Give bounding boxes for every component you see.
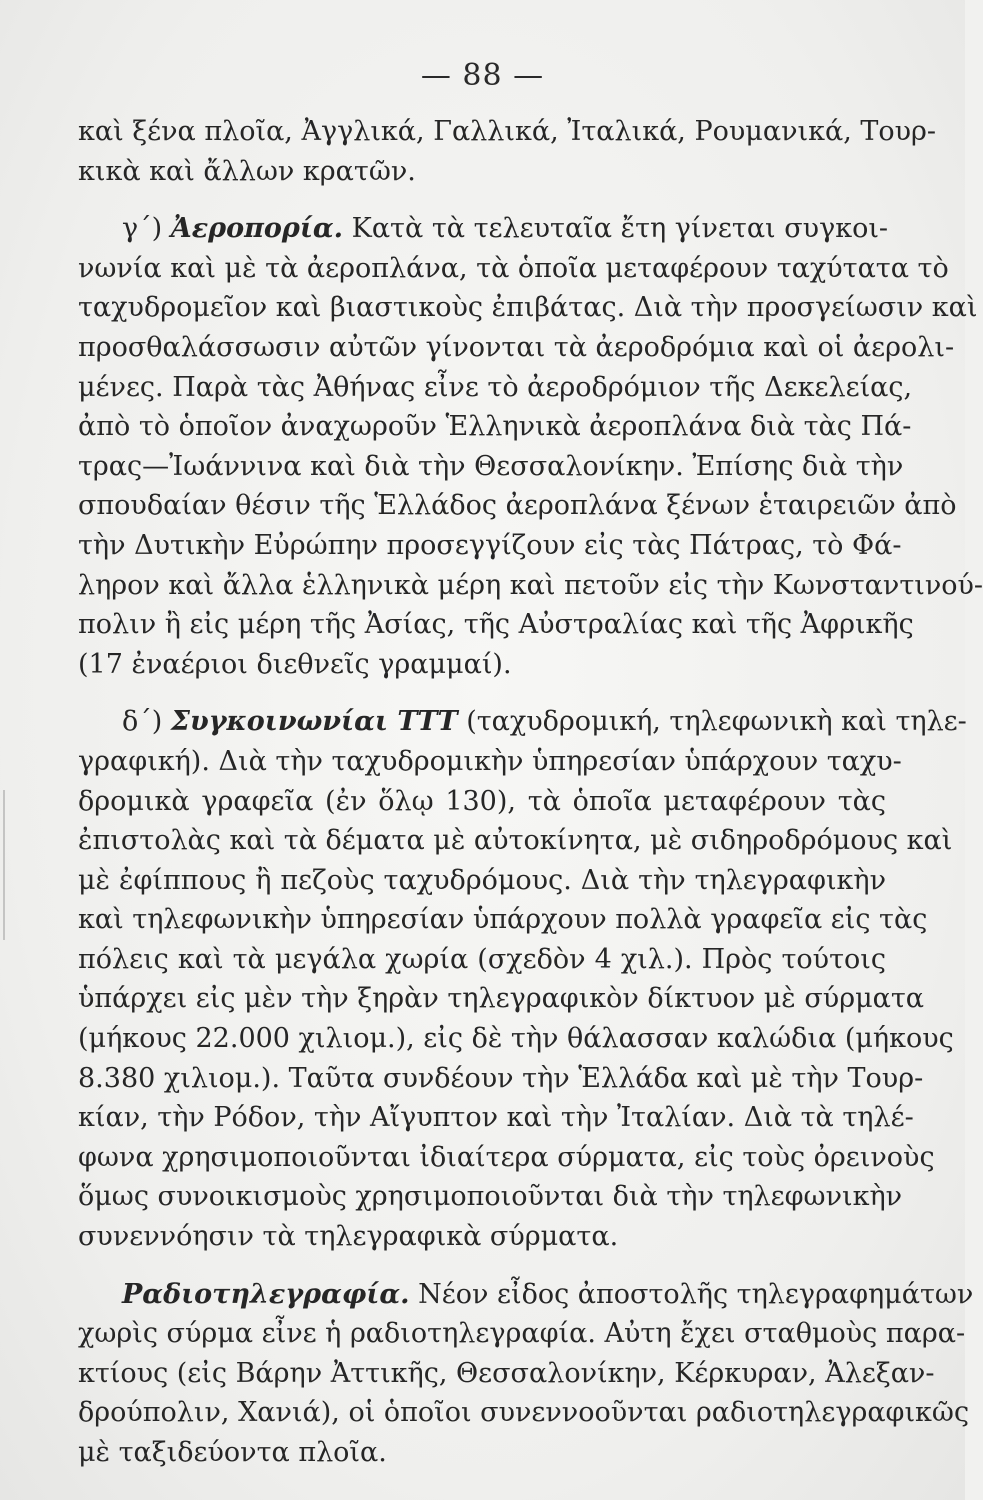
text-line: ὑπάρχει εἰς μὲν τὴν ξηρὰν τηλεγραφικὸν δίκτυον μὲ σύρματα — [78, 983, 925, 1015]
text-line: πόλεις καὶ τὰ μεγάλα χωρία (σχεδὸν 4 χιλ.). Πρὸς τούτοις — [78, 943, 886, 975]
section-marker: γ΄) — [122, 213, 163, 245]
text-line: κικὰ καὶ ἄλλων κρατῶν. — [78, 155, 416, 187]
paragraph-ships — [78, 112, 937, 191]
text-line: κίαν, τὴν Ρόδον, τὴν Αἴγυπτον καὶ τὴν Ἰταλίαν. Διὰ τὰ τηλέ- — [78, 1102, 914, 1134]
text-line: (μήκους 22.000 χιλιομ.), εἰς δὲ τὴν θάλασσαν καλώδια (μήκους — [78, 1023, 954, 1055]
text-line: κτίους (εἰς Βάρην Ἀττικῆς, Θεσσαλονίκην, Κέρκυραν, Ἀλεξαν- — [78, 1357, 935, 1389]
text-line: ληρον καὶ ἄλλα ἑλληνικὰ μέρη καὶ πετοῦν εἰς τὴν Κωνσταντινού- — [78, 569, 983, 601]
text-line — [78, 1275, 974, 1315]
body-text — [78, 112, 983, 1473]
text-line: ὅμως συνοικισμοὺς χρησιμοποιοῦνται διὰ τὴν τηλεφωνικὴν — [78, 1181, 903, 1213]
text-line: συνεννόησιν τὰ τηλεγραφικὰ σύρματα. — [78, 1221, 619, 1253]
text-line: τὴν Δυτικὴν Εὐρώπην προσεγγίζουν εἰς τὰς Πάτρας, τὸ Φά- — [78, 529, 902, 561]
section-heading-aviation: Ἀεροπορία. — [170, 213, 344, 245]
paragraph-communications — [78, 702, 967, 1256]
text-line: δρομικὰ γραφεῖα (ἐν ὅλῳ 130), τὰ ὁποῖα μεταφέρουν τὰς — [78, 785, 886, 817]
text-line: μὲ ἐφίππους ἢ πεζοὺς ταχυδρόμους. Διὰ τὴν τηλεγραφικὴν — [78, 864, 886, 896]
text-line: μὲ ταξιδεύοντα πλοῖα. — [78, 1437, 387, 1468]
text-line: γραφική). Διὰ τὴν ταχυδρομικὴν ὑπηρεσίαν ὑπάρχουν ταχυ- — [78, 745, 902, 777]
text-line: φωνα χρησιμοποιοῦνται ἰδιαίτερα σύρματα, εἰς τοὺς ὀρεινοὺς — [78, 1141, 935, 1173]
text-line: δρούπολιν, Χανιά), οἱ ὁποῖοι συνεννοοῦνται ραδιοτηλεγραφικῶς — [78, 1397, 970, 1429]
section-heading-radiotelegraphy: Ραδιοτηλεγραφία. — [122, 1278, 410, 1310]
text-line: μένες. Παρὰ τὰς Ἀθήνας εἶνε τὸ ἀεροδρόμιον τῆς Δεκελείας, — [78, 371, 913, 403]
section-heading-communications: Συγκοινωνίαι ΤΤΤ — [170, 706, 458, 738]
text-line: πολιν ἢ εἰς μέρη τῆς Ἀσίας, τῆς Αὐστραλίας καὶ τῆς Ἀφρικῆς — [78, 609, 914, 641]
text-line: νωνία καὶ μὲ τὰ ἀεροπλάνα, τὰ ὁποῖα μεταφέρουν ταχύτατα τὸ — [78, 252, 949, 284]
text-line: προσθαλάσσωσιν αὐτῶν γίνονται τὰ ἀεροδρόμια καὶ οἱ ἀερολι- — [78, 331, 955, 363]
text-line-rest: Κατὰ τὰ τελευταῖα ἔτη γίνεται συγκοι- — [351, 213, 889, 245]
text-line: χωρὶς σύρμα εἶνε ἡ ραδιοτηλεγραφία. Αὐτη ἔχει σταθμοὺς παρα- — [78, 1318, 966, 1350]
text-line: τρας—Ἰωάννινα καὶ διὰ τὴν Θεσσαλονίκην. Ἐπίσης διὰ τὴν — [78, 450, 904, 482]
text-line-rest: Νέον εἶδος ἀποστολῆς τηλεγραφημάτων — [418, 1278, 974, 1310]
text-line: 8.380 χιλιομ.). Ταῦτα συνδέουν τὴν Ἑλλάδα καὶ μὲ τὴν Τουρ- — [78, 1062, 924, 1094]
text-line — [78, 209, 889, 249]
text-line: ἀπὸ τὸ ὁποῖον ἀναχωροῦν Ἑλληνικὰ ἀεροπλάνα διὰ τὰς Πά- — [78, 411, 912, 443]
paragraph-radiotelegraphy — [78, 1275, 974, 1473]
text-line: σπουδαίαν θέσιν τῆς Ἑλλάδος ἀεροπλάνα ξένων ἑταιρειῶν ἀπὸ — [78, 490, 957, 522]
text-line: (17 ἐναέριοι διεθνεῖς γραμμαί). — [78, 648, 512, 680]
text-line — [78, 702, 967, 742]
page-edge-mark — [3, 790, 5, 940]
text-line: ἐπιστολὰς καὶ τὰ δέματα μὲ αὐτοκίνητα, μὲ σιδηροδρόμους καὶ — [78, 825, 953, 857]
page-number: — 88 — — [420, 58, 545, 93]
text-line: καὶ ξένα πλοῖα, Ἀγγλικά, Γαλλικά, Ἰταλικά, Ρουμανικά, Τουρ- — [78, 116, 937, 147]
text-line: ταχυδρομεῖον καὶ βιαστικοὺς ἐπιβάτας. Διὰ τὴν προσγείωσιν καὶ — [78, 292, 978, 324]
text-line: καὶ τηλεφωνικὴν ὑπηρεσίαν ὑπάρχουν πολλὰ γραφεῖα εἰς τὰς — [78, 904, 928, 936]
text-line-rest: (ταχυδρομική, τηλεφωνικὴ καὶ τηλε- — [466, 706, 967, 738]
section-marker: δ΄) — [122, 706, 163, 738]
paragraph-aviation — [78, 209, 983, 684]
